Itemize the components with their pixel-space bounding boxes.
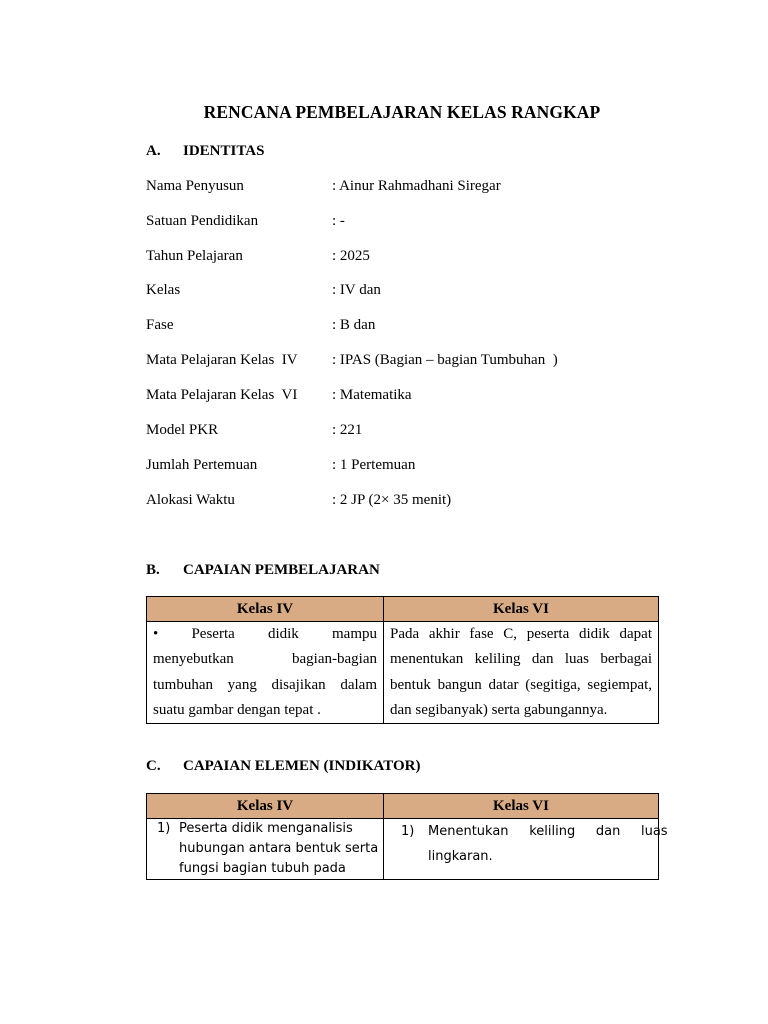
text-line: Menentukan keliling dan luas (428, 824, 668, 839)
kelas-vi-cell (384, 622, 659, 724)
identity-value: : 1 Pertemuan (332, 457, 416, 473)
text-line: bentuk bangun datar (segitiga, segiempat, (390, 676, 652, 693)
identity-label: Nama Penyusun (146, 178, 244, 194)
section-b-letter: B. (146, 562, 160, 578)
numbered-item (390, 819, 668, 870)
text-line: suatu gambar dengan tepat . (153, 701, 321, 718)
table-header-row (147, 597, 659, 622)
identity-label: Satuan Pendidikan (146, 213, 259, 229)
section-c-heading (146, 758, 421, 775)
section-c-title: CAPAIAN ELEMEN (INDIKATOR) (183, 758, 421, 774)
text-line: lingkaran. (428, 849, 493, 865)
section-b-title: CAPAIAN PEMBELAJARAN (183, 562, 380, 578)
text-line: Pada akhir fase C, peserta didik dapat (390, 626, 652, 642)
identity-label: Tahun Pelajaran (146, 248, 243, 264)
table-row (147, 819, 659, 880)
text-line: • Peserta didik mampu (153, 626, 377, 642)
identity-label: Alokasi Waktu (146, 492, 235, 508)
kelas-iv-text (153, 622, 377, 723)
text-line: tumbuhan yang disajikan dalam (153, 676, 377, 693)
identity-row (146, 492, 452, 560)
table-header-row (147, 794, 659, 819)
section-c-letter: C. (146, 758, 161, 774)
kelas-vi-indicator-cell (384, 819, 668, 880)
kelas-vi-text (390, 622, 652, 723)
column-header-kelas-vi: Kelas VI (384, 597, 659, 622)
identity-value: : IV dan (332, 282, 381, 298)
section-b-heading (146, 562, 380, 579)
identity-value: : Ainur Rahmadhani Siregar (332, 178, 501, 194)
table-row (147, 622, 659, 724)
identity-value: : 2 JP (2× 35 menit) (332, 492, 452, 508)
kelas-iv-cell (147, 622, 384, 724)
identity-label: Fase (146, 317, 174, 333)
identity-value: : 2025 (332, 248, 370, 264)
identity-value: : B dan (332, 317, 376, 333)
text-line: menentukan keliling dan luas berbagai (390, 651, 652, 668)
kelas-iv-indicator-cell (147, 819, 384, 880)
column-header-kelas-iv: Kelas IV (147, 794, 384, 819)
identity-value: : - (332, 213, 345, 229)
text-line: hubungan antara bentuk serta (179, 841, 379, 856)
text-line: Peserta didik menganalisis (179, 821, 353, 836)
text-line: fungsi bagian tubuh pada (179, 861, 346, 876)
identity-label: Jumlah Pertemuan (146, 457, 258, 473)
identity-label: Mata Pelajaran Kelas IV (146, 352, 298, 368)
column-header-kelas-vi: Kelas VI (384, 794, 659, 819)
document-title: RENCANA PEMBELAJARAN KELAS RANGKAP (203, 102, 601, 122)
section-a-heading (146, 143, 264, 160)
identity-label: Model PKR (146, 422, 219, 438)
item-number: 1) (401, 824, 415, 839)
text-line: dan segibanyak) serta gabungannya. (390, 701, 608, 718)
capaian-pembelajaran-table (146, 596, 659, 724)
identity-value: : IPAS (Bagian – bagian Tumbuhan ) (332, 352, 558, 368)
identity-label: Kelas (146, 282, 181, 298)
section-a-title: IDENTITAS (183, 143, 265, 159)
identity-label: Mata Pelajaran Kelas VI (146, 387, 298, 403)
column-header-kelas-iv: Kelas IV (147, 597, 384, 622)
item-number: 1) (157, 821, 171, 836)
text-line: menyebutkan bagian-bagian (153, 651, 377, 668)
numbered-item (157, 819, 379, 879)
identity-value: : Matematika (332, 387, 412, 403)
identity-value: : 221 (332, 422, 363, 438)
section-a-letter: A. (146, 143, 161, 159)
capaian-elemen-table (146, 793, 668, 880)
